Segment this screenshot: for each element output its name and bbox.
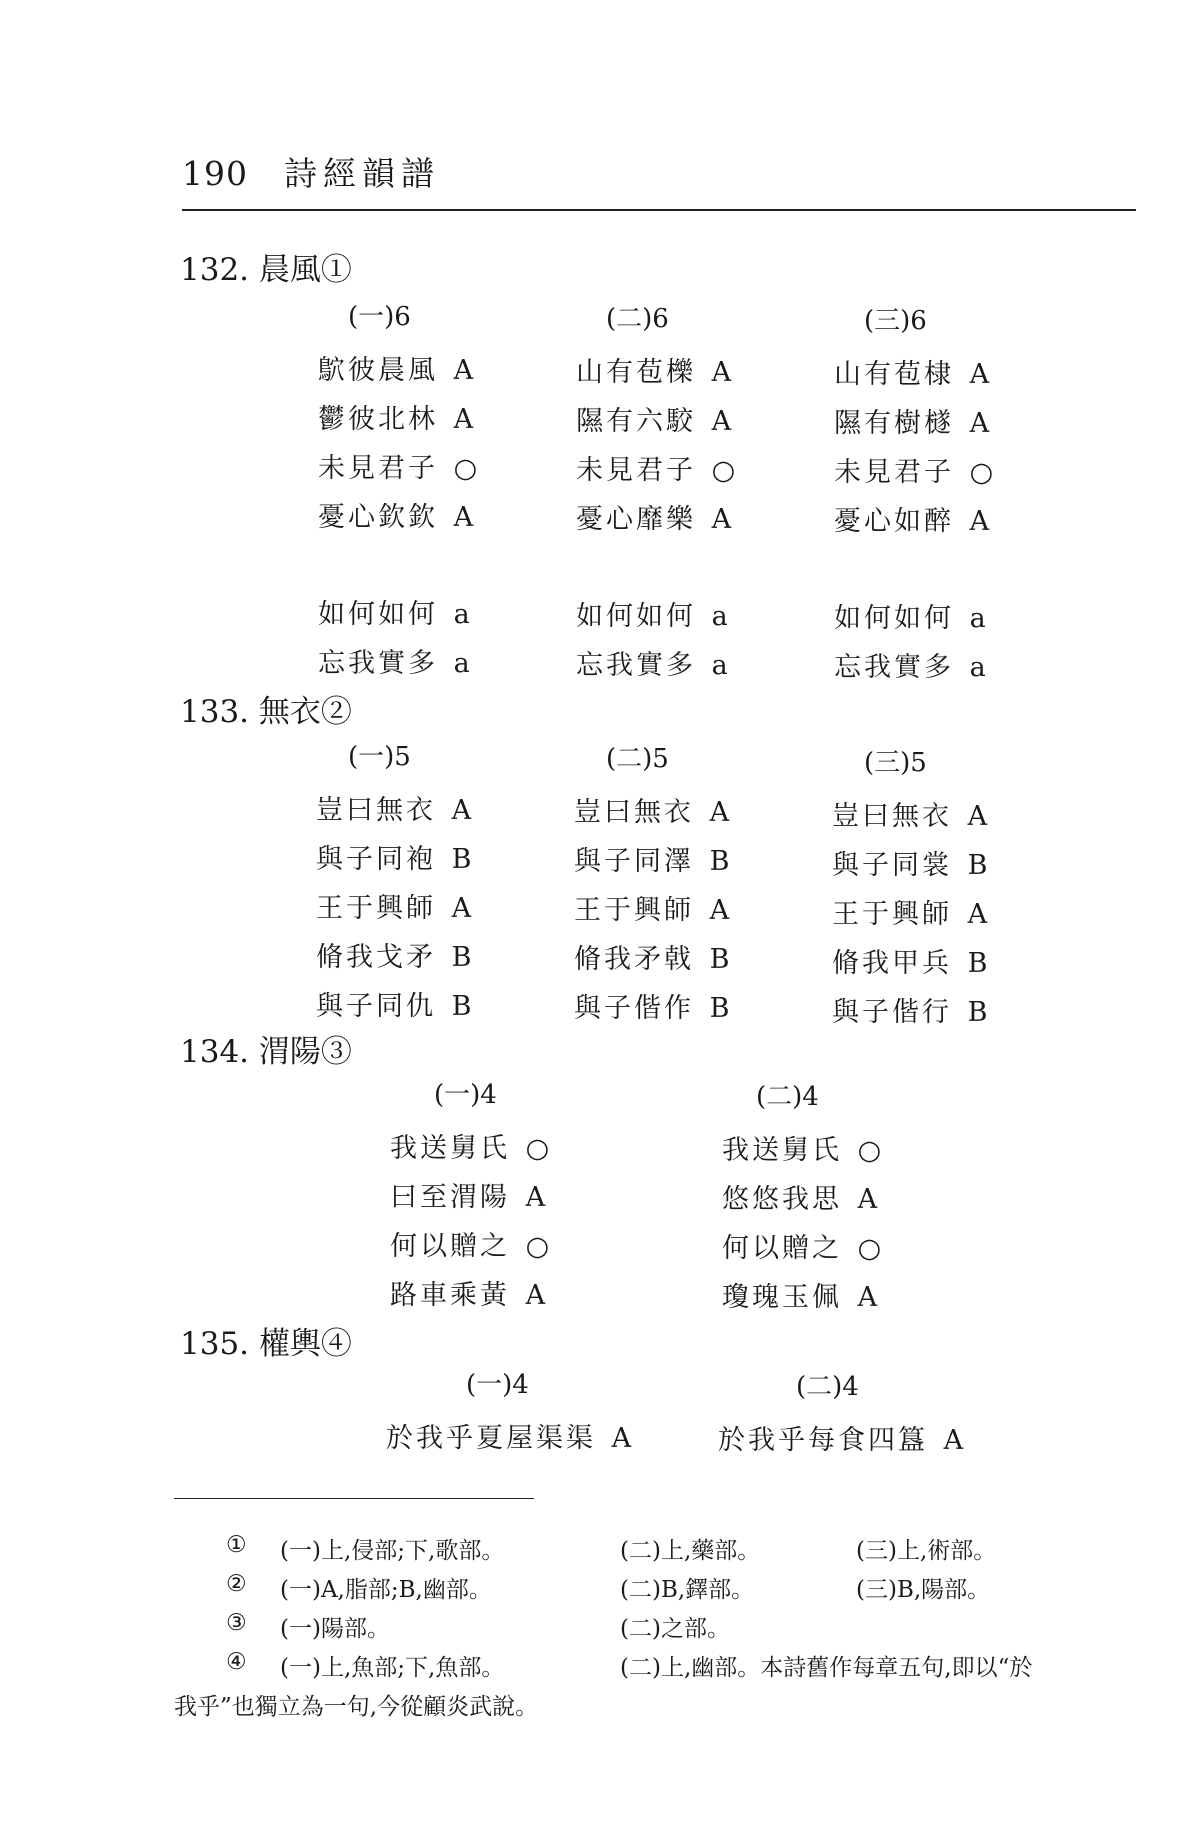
rhyme-mark: a — [711, 601, 728, 632]
verse-text: 忘我實多 — [318, 648, 438, 679]
footnote-part: (二)上,藥部。 — [620, 1538, 761, 1564]
stanza-column — [834, 300, 993, 694]
verse-text: 豈曰無衣 — [574, 797, 694, 828]
verse-line — [576, 643, 735, 692]
footnote-part: (一)上,侵部;下,歌部。 — [280, 1538, 505, 1564]
verse-text: 憂心如醉 — [834, 506, 954, 537]
rhyme-mark: B — [451, 844, 472, 875]
verse-line — [832, 843, 987, 892]
rhyme-mark: ○ — [711, 455, 736, 486]
verse-text: 鴥彼晨風 — [318, 355, 438, 386]
poem-title: 133. 無衣② — [180, 694, 352, 730]
footnote-part: (一)A,脂部;B,幽部。 — [280, 1577, 492, 1603]
stanza-label: (三)5 — [864, 748, 927, 778]
stanza-gap — [834, 548, 993, 596]
verse-line — [832, 990, 987, 1039]
verse-line — [718, 1418, 963, 1467]
rhyme-mark: A — [709, 797, 730, 828]
verse-line — [574, 937, 729, 986]
verse-line — [832, 794, 987, 843]
rhyme-mark: A — [525, 1182, 546, 1213]
rhyme-mark: A — [711, 406, 732, 437]
verse-line — [318, 495, 477, 544]
stanza-column — [718, 1366, 963, 1467]
stanza-label: (一)4 — [466, 1370, 529, 1400]
footnote-part: (一)陽部。 — [280, 1616, 390, 1642]
verse-text: 忘我實多 — [834, 652, 954, 683]
stanza-label: (二)4 — [796, 1372, 859, 1402]
verse-text: 王于興師 — [316, 893, 436, 924]
verse-line — [834, 645, 993, 694]
rhyme-mark: A — [451, 795, 472, 826]
verse-line — [576, 497, 735, 546]
verse-line — [390, 1273, 549, 1322]
verse-text: 何以贈之 — [390, 1231, 510, 1262]
verse-text: 憂心欽欽 — [318, 502, 438, 533]
verse-line — [722, 1128, 881, 1177]
verse-line — [576, 399, 735, 448]
stanza-label: (一)4 — [434, 1080, 497, 1110]
verse-line — [390, 1175, 549, 1224]
verse-text: 山有苞棣 — [834, 359, 954, 390]
rhyme-mark: ○ — [857, 1233, 882, 1264]
book-title: 詩經韻譜 — [284, 154, 440, 193]
poem-title: 135. 權輿④ — [180, 1326, 352, 1362]
stanza-column — [574, 738, 729, 1035]
rhyme-mark: A — [711, 504, 732, 535]
verse-text: 鬱彼北林 — [318, 404, 438, 435]
verse-text: 脩我戈矛 — [316, 942, 436, 973]
poem-title: 132. 晨風① — [180, 252, 352, 288]
verse-text: 如何如何 — [318, 599, 438, 630]
stanza-label: (一)6 — [348, 302, 411, 332]
rhyme-mark: A — [453, 502, 474, 533]
footnote — [0, 1649, 1200, 1685]
verse-line — [318, 592, 477, 641]
stanza-column — [386, 1364, 631, 1465]
verse-text: 路車乘黃 — [390, 1280, 510, 1311]
verse-line — [576, 448, 735, 497]
verse-text: 我送舅氏 — [390, 1133, 510, 1164]
verse-line — [390, 1224, 549, 1273]
verse-text: 瓊瑰玉佩 — [722, 1282, 842, 1313]
footnote-part: (一)上,魚部;下,魚部。 — [280, 1655, 505, 1681]
rhyme-mark: a — [453, 648, 470, 679]
verse-line — [316, 935, 471, 984]
stanza-column — [390, 1074, 549, 1322]
rhyme-mark: A — [943, 1425, 964, 1456]
verse-text: 我送舅氏 — [722, 1135, 842, 1166]
verse-line — [834, 499, 993, 548]
verse-text: 隰有樹檖 — [834, 408, 954, 439]
rhyme-mark: A — [711, 357, 732, 388]
verse-text: 王于興師 — [832, 899, 952, 930]
poem-title: 134. 渭陽③ — [180, 1034, 352, 1070]
rhyme-mark: ○ — [857, 1135, 882, 1166]
rhyme-mark: A — [709, 895, 730, 926]
rhyme-mark: B — [967, 948, 988, 979]
verse-line — [722, 1226, 881, 1275]
rhyme-mark: A — [453, 404, 474, 435]
verse-line — [574, 790, 729, 839]
rhyme-mark: B — [709, 993, 730, 1024]
stanza-column — [576, 298, 735, 692]
rhyme-mark: B — [451, 942, 472, 973]
rhyme-mark: A — [453, 355, 474, 386]
footnote-part: (二)B,鐸部。 — [620, 1577, 755, 1603]
verse-line — [834, 450, 993, 499]
rhyme-mark: ○ — [525, 1133, 550, 1164]
stanza-label: (一)5 — [348, 742, 411, 772]
footnote-continuation: 我乎”也獨立為一句,今從顧炎武說。 — [174, 1694, 539, 1720]
rhyme-mark: A — [611, 1423, 632, 1454]
verse-text: 脩我矛戟 — [574, 944, 694, 975]
verse-line — [834, 401, 993, 450]
verse-text: 如何如何 — [576, 601, 696, 632]
verse-text: 曰至渭陽 — [390, 1182, 510, 1213]
running-header — [182, 148, 440, 195]
verse-line — [576, 350, 735, 399]
rhyme-mark: A — [967, 801, 988, 832]
verse-line — [832, 892, 987, 941]
footnote-marker: ② — [226, 1571, 247, 1597]
verse-text: 豈曰無衣 — [316, 795, 436, 826]
verse-line — [834, 596, 993, 645]
verse-text: 於我乎夏屋渠渠 — [386, 1423, 596, 1454]
rhyme-mark: a — [711, 650, 728, 681]
page-number: 190 — [182, 154, 248, 193]
verse-text: 未見君子 — [834, 457, 954, 488]
footnote-part: (二)之部。 — [620, 1616, 730, 1642]
rhyme-mark: ○ — [525, 1231, 550, 1262]
stanza-gap — [318, 544, 477, 592]
rhyme-mark: B — [967, 850, 988, 881]
verse-line — [386, 1416, 631, 1465]
verse-line — [722, 1177, 881, 1226]
verse-line — [832, 941, 987, 990]
footnote — [0, 1571, 1200, 1607]
verse-text: 與子偕作 — [574, 993, 694, 1024]
verse-text: 憂心靡樂 — [576, 504, 696, 535]
verse-text: 豈曰無衣 — [832, 801, 952, 832]
verse-line — [574, 986, 729, 1035]
verse-text: 忘我實多 — [576, 650, 696, 681]
verse-text: 未見君子 — [318, 453, 438, 484]
rhyme-mark: A — [969, 408, 990, 439]
rhyme-mark: a — [453, 599, 470, 630]
rhyme-mark: A — [525, 1280, 546, 1311]
rhyme-mark: A — [969, 359, 990, 390]
verse-line — [318, 446, 477, 495]
footnote-marker: ③ — [226, 1610, 247, 1636]
verse-line — [318, 348, 477, 397]
verse-line — [574, 839, 729, 888]
verse-line — [318, 397, 477, 446]
rhyme-mark: a — [969, 603, 986, 634]
stanza-column — [316, 736, 471, 1033]
footnote-marker: ④ — [226, 1649, 247, 1675]
verse-line — [316, 788, 471, 837]
verse-text: 於我乎每食四簋 — [718, 1425, 928, 1456]
verse-text: 與子同澤 — [574, 846, 694, 877]
footnote-part: (二)上,幽部。本詩舊作每章五句,即以“於 — [620, 1655, 1033, 1681]
stanza-label: (三)6 — [864, 306, 927, 336]
footnote — [0, 1610, 1200, 1646]
footnote-part: (三)上,術部。 — [856, 1538, 997, 1564]
verse-text: 隰有六駮 — [576, 406, 696, 437]
footnote-rule — [174, 1498, 534, 1499]
verse-text: 未見君子 — [576, 455, 696, 486]
verse-text: 與子同仇 — [316, 991, 436, 1022]
stanza-column — [318, 296, 477, 690]
rhyme-mark: ○ — [453, 453, 478, 484]
verse-text: 悠悠我思 — [722, 1184, 842, 1215]
verse-text: 與子偕行 — [832, 997, 952, 1028]
footnote-part: (三)B,陽部。 — [856, 1577, 991, 1603]
rhyme-mark: ○ — [969, 457, 994, 488]
stanza-column — [832, 742, 987, 1039]
verse-text: 王于興師 — [574, 895, 694, 926]
rhyme-mark: a — [969, 652, 986, 683]
rhyme-mark: B — [967, 997, 988, 1028]
footnote-marker: ① — [226, 1532, 247, 1558]
rhyme-mark: A — [857, 1282, 878, 1313]
verse-line — [390, 1126, 549, 1175]
stanza-label: (二)4 — [756, 1082, 819, 1112]
stanza-label: (二)5 — [606, 744, 669, 774]
verse-text: 與子同裳 — [832, 850, 952, 881]
verse-line — [316, 837, 471, 886]
verse-line — [316, 886, 471, 935]
verse-text: 如何如何 — [834, 603, 954, 634]
rhyme-mark: B — [709, 846, 730, 877]
verse-line — [722, 1275, 881, 1324]
verse-line — [576, 594, 735, 643]
rhyme-mark: A — [451, 893, 472, 924]
verse-text: 脩我甲兵 — [832, 948, 952, 979]
header-rule — [182, 209, 1136, 211]
stanza-column — [722, 1076, 881, 1324]
verse-text: 山有苞櫟 — [576, 357, 696, 388]
stanza-gap — [576, 546, 735, 594]
verse-text: 與子同袍 — [316, 844, 436, 875]
verse-line — [574, 888, 729, 937]
rhyme-mark: A — [967, 899, 988, 930]
verse-text: 何以贈之 — [722, 1233, 842, 1264]
rhyme-mark: B — [451, 991, 472, 1022]
footnote — [0, 1532, 1200, 1568]
rhyme-mark: B — [709, 944, 730, 975]
verse-line — [834, 352, 993, 401]
rhyme-mark: A — [857, 1184, 878, 1215]
rhyme-mark: A — [969, 506, 990, 537]
stanza-label: (二)6 — [606, 304, 669, 334]
verse-line — [318, 641, 477, 690]
